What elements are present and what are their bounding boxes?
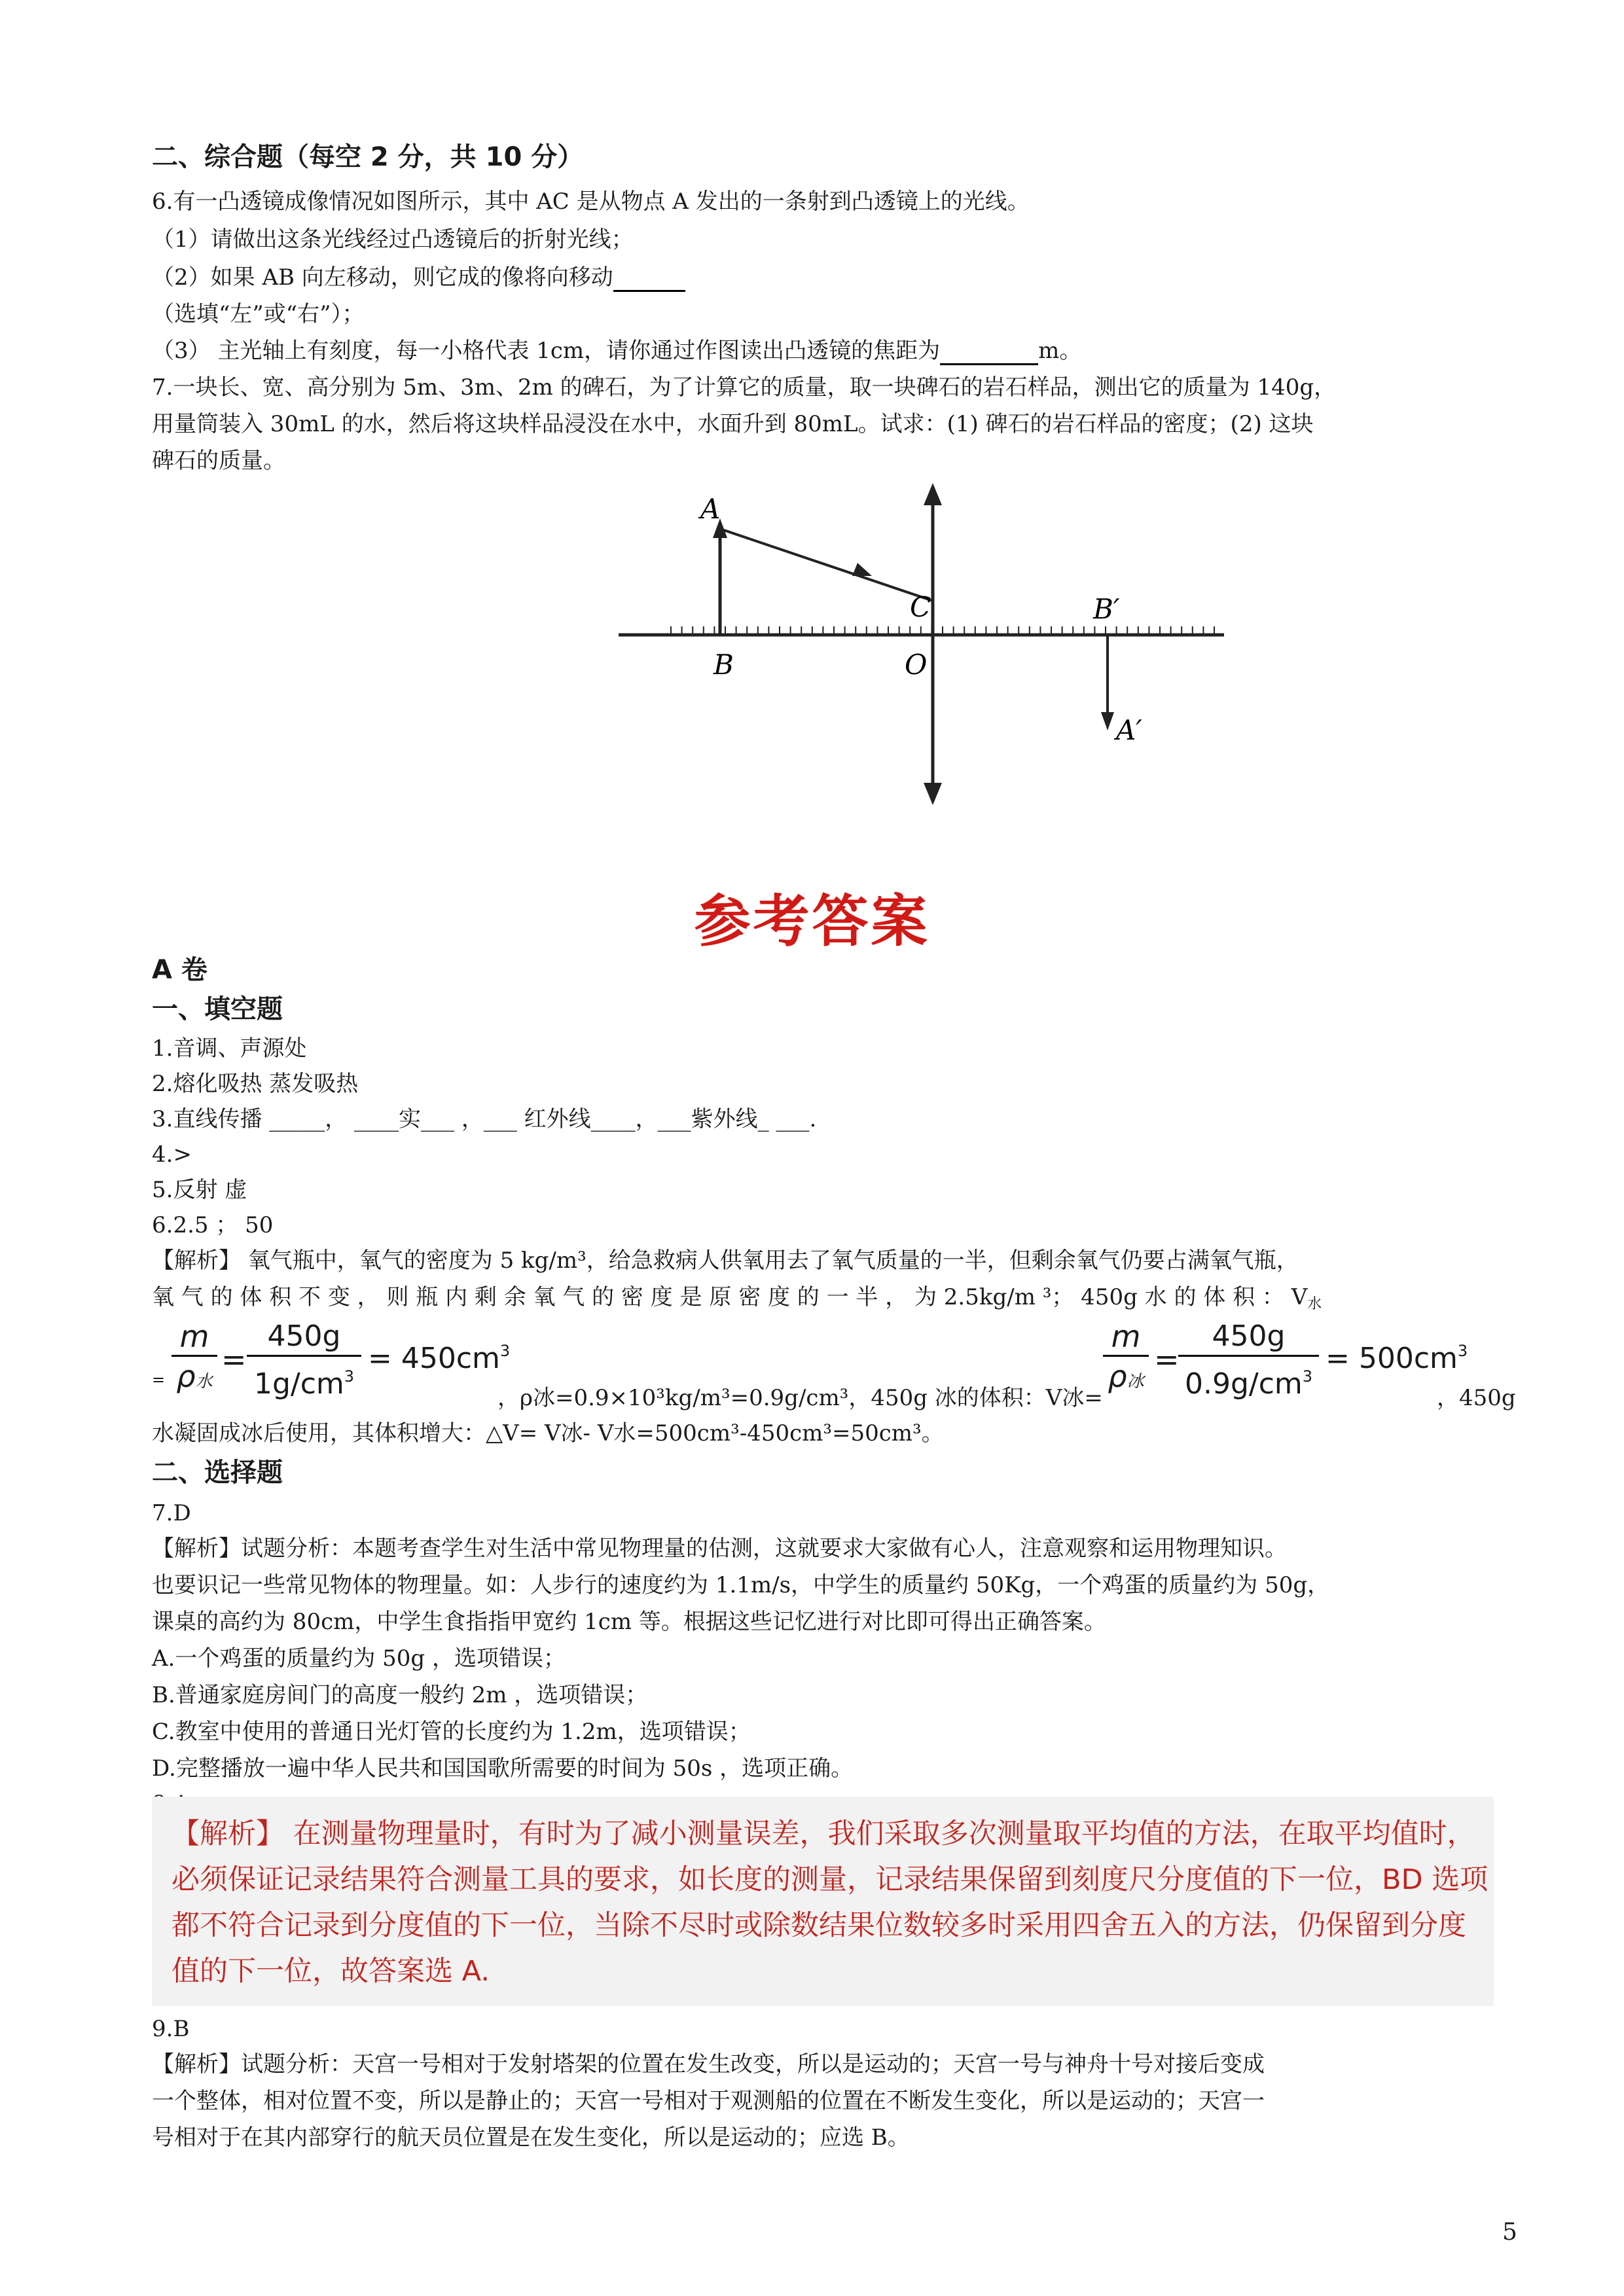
label-O: O bbox=[905, 649, 928, 681]
answer-9-explanation-line2: 一个整体，相对位置不变，所以是静止的；天宫一号相对于观测船的位置在不断发生变化，所以是运动的；天宫一 bbox=[152, 2088, 1265, 2114]
q6-part3: （3） 主光轴上有刻度，每一小格代表 1cm，请你通过作图读出凸透镜的焦距为 m。 bbox=[152, 338, 1082, 364]
density-formula-water: = m ρ水 = $\frac{450g}{1g/cm^3}$ = $450cm^3$ bbox=[152, 1319, 511, 1401]
answer-7-option-d: D.完整播放一遍中华人民共和国国歌所需要的时间为 50s ，选项正确。 bbox=[152, 1755, 854, 1782]
density-formula-ice: m ρ冰 = $\frac{450g}{0.9g/cm^3}$ = $500cm^3$ bbox=[1103, 1316, 1470, 1401]
answer-7: 7.D bbox=[152, 1500, 191, 1526]
answer-9-explanation-line1: 【解析】试题分析：天宫一号相对于发射塔架的位置在发生改变，所以是运动的；天宫一号与神舟十号对接后变成 bbox=[152, 2051, 1265, 2077]
page-number: 5 bbox=[1502, 2219, 1517, 2246]
fill-section-title: 一、填空题 bbox=[152, 994, 283, 1024]
q6-part2: （2）如果 AB 向左移动，则它成的像将向移动 bbox=[152, 263, 685, 292]
incident-ray bbox=[720, 529, 933, 601]
answer-1: 1.音调、声源处 bbox=[152, 1035, 307, 1062]
answer-8-explanation-line3: 都不符合记录到分度值的下一位，当除不尽时或除数结果位数较多时采用四舍五入的方法，仍保留到分度 bbox=[171, 1909, 1466, 1942]
q6-stem: 6.有一凸透镜成像情况如图所示，其中 AC 是从物点 A 发出的一条射到凸透镜上的光线。 bbox=[152, 188, 1030, 215]
answer-8-explanation-line1: 【解析】 在测量物理量时，有时为了减小测量误差，我们采取多次测量取平均值的方法，在取平均值时， bbox=[171, 1818, 1475, 1850]
answer-blank bbox=[613, 268, 685, 292]
answer-2: 2.熔化吸热 蒸发吸热 bbox=[152, 1071, 359, 1097]
answer-7-option-c: C.教室中使用的普通日光灯管的长度约为 1.2m，选项错误； bbox=[152, 1719, 751, 1745]
label-C: C bbox=[910, 591, 931, 623]
answer-6-explanation-line1: 【解析】 氧气瓶中，氧气的密度为 5 kg/m³，给急救病人供氧用去了氧气质量的一半，但剩余氧气仍要占满氧气瓶， bbox=[152, 1247, 1299, 1274]
answer-7-explanation-line1: 【解析】试题分析：本题考查学生对生活中常见物理量的估测，这就要求大家做有心人，注意观察和运用物理知识。 bbox=[152, 1535, 1287, 1562]
choice-section-title: 二、选择题 bbox=[152, 1458, 283, 1488]
answer-5: 5.反射 虚 bbox=[152, 1177, 247, 1203]
label-B-prime: B′ bbox=[1093, 593, 1120, 625]
answer-7-option-a: A.一个鸡蛋的质量约为 50g ，选项错误； bbox=[152, 1645, 566, 1672]
q7-line2: 用量筒装入 30mL 的水，然后将这块样品浸没在水中，水面升到 80mL。试求：(1) 碑石的岩石样品的密度；(2) 这块 bbox=[152, 411, 1314, 437]
answer-6-explanation-line4: 水凝固成冰后使用，其体积增大：△V= V冰- V水=500cm³-450cm³=50cm³。 bbox=[152, 1420, 944, 1446]
answer-blank bbox=[940, 341, 1038, 365]
answer-8-explanation-line4: 值的下一位，故答案选 A. bbox=[171, 1955, 490, 1988]
label-B: B bbox=[713, 649, 734, 681]
answer-4: 4.> bbox=[152, 1141, 192, 1168]
label-A: A bbox=[700, 493, 721, 525]
formula-tail: ，450g bbox=[1437, 1385, 1516, 1411]
q6-part2b: （选填“左”或“右”）； bbox=[152, 301, 365, 327]
volume-label: A 卷 bbox=[152, 955, 208, 985]
q7-line3: 碑石的质量。 bbox=[152, 448, 285, 474]
answer-8-explanation-line2: 必须保证记录结果符合测量工具的要求，如长度的测量，记录结果保留到刻度尺分度值的下一位，BD 选项 bbox=[171, 1863, 1489, 1896]
lens-top-arrow bbox=[924, 483, 942, 505]
answer-7-explanation-line3: 课桌的高约为 80cm，中学生食指指甲宽约 1cm 等。根据这些记忆进行对比即可得出正确答案。 bbox=[152, 1609, 1106, 1635]
ray-arrowhead bbox=[852, 563, 872, 576]
ice-density-text: ，ρ冰=0.9×10³kg/m³=0.9g/cm³，450g 冰的体积：V冰= bbox=[497, 1385, 1103, 1411]
q6-part1: （1）请做出这条光线经过凸透镜后的折射光线； bbox=[152, 226, 634, 253]
q7-line1: 7.一块长、宽、高分别为 5m、3m、2m 的碑石，为了计算它的质量，取一块碑石的岩石样品，测出它的质量为 140g， bbox=[152, 374, 1337, 401]
answer-7-explanation-line2: 也要识记一些常见物体的物理量。如：人步行的速度约为 1.1m/s，中学生的质量约 50Kg，一个鸡蛋的质量约为 50g， bbox=[152, 1572, 1330, 1598]
answer-9: 9.B bbox=[152, 2016, 190, 2042]
answer-3: 3.直线传播 _____， ____实___ ，___ 红外线____，___紫外线_ ___. bbox=[152, 1106, 817, 1132]
label-A-prime: A′ bbox=[1116, 714, 1142, 746]
answer-9-explanation-line3: 号相对于在其内部穿行的航天员位置是在发生变化，所以是运动的；应选 B。 bbox=[152, 2125, 910, 2151]
image-arrowhead bbox=[1101, 712, 1114, 730]
answer-7-option-b: B.普通家庭房间门的高度一般约 2m ，选项错误； bbox=[152, 1682, 648, 1708]
lens-bottom-arrow bbox=[924, 783, 942, 805]
answer-6-explanation-line2: 氧 气 的 体 积 不 变 ， 则 瓶 内 剩 余 氧 气 的 密 度 是 原 密 度 的 一 半 ， 为 2.5kg/m ³； 450g 水 的 体 积 ： $V_水$ bbox=[152, 1284, 1322, 1312]
answers-title: 参考答案 bbox=[694, 889, 930, 954]
lens-diagram bbox=[609, 478, 1237, 818]
answer-6: 6.2.5 ； 50 bbox=[152, 1212, 274, 1238]
section-2-title: 二、综合题（每空 2 分，共 10 分） bbox=[152, 142, 584, 172]
